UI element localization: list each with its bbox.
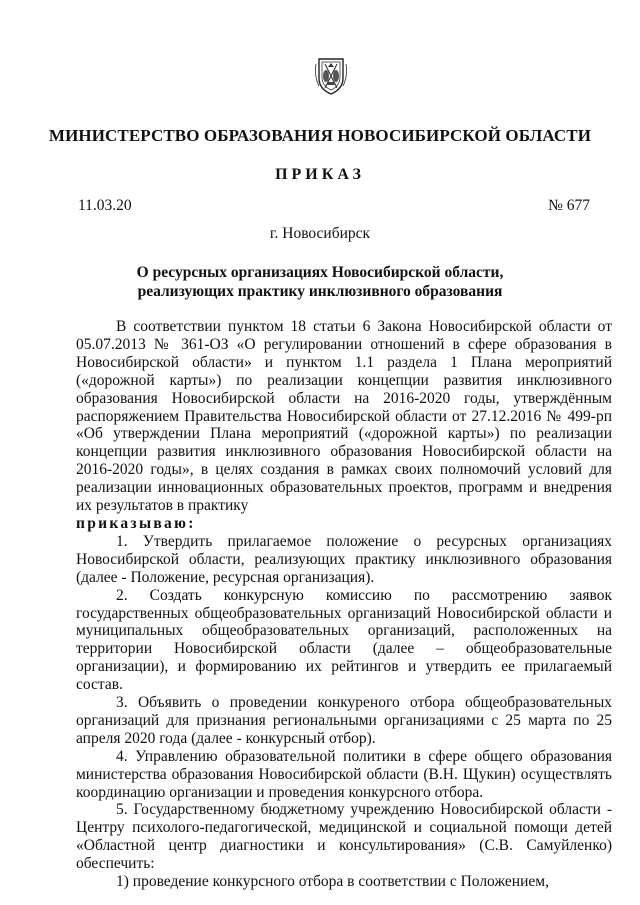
list-item: 5. Государственному бюджетному учреждению Новосибирской области - Центру психолого-педагогической, медицинской и социальной помощи детей «Областной центр диагностики и консультирования» (С.В. Самуйленко) обеспечить: [76, 801, 612, 873]
order-number: № 677 [548, 197, 590, 214]
order-date: 11.03.20 [78, 197, 132, 214]
order-word-paragraph [76, 515, 612, 533]
list-item: 4. Управлению образовательной политики в сфере общего образования министерства образования Новосибирской области (В.Н. Щукин) осуществлять координацию организации и проведения конкурсного отбора. [76, 747, 612, 801]
city-name: г. Новосибирск [269, 225, 371, 242]
intro-text: В соответствии пунктом 18 статьи 6 Закона Новосибирской области от 05.07.2013 № 361-ОЗ «О регулировании отношений в сфере образования в Новосибирской области» и пунктом 1.1 раздела 1 Плана мероприятий («дорожной карты») по реализации концепции развития инклюзивного образования Новосибирской области на 2016-2020 годы, утверждённым распоряжением Правительства Новосибирской области от 27.12.2016 № 499-рп «Об утверждении Плана мероприятий («дорожной карты») по реализации концепции развития инклюзивного образования Новосибирской области на 2016-2020 годы», в целях создания в рамках своих полномочий условий для реализации инновационных образовательных проектов, программ и внедрения их результатов в практику [76, 318, 612, 515]
intro-paragraph [76, 318, 612, 515]
order-body [76, 318, 612, 891]
subject-line-2: реализующих практику инклюзивного образования [137, 283, 503, 300]
novosibirsk-coat-of-arms-icon [314, 56, 348, 96]
ministry-title: МИНИСТЕРСТВО ОБРАЗОВАНИЯ НОВОСИБИРСКОЙ ОБЛАСТИ [48, 126, 592, 145]
order-subject [0, 263, 640, 301]
subject-line-1: О ресурсных организациях Новосибирской области, [136, 264, 504, 281]
list-item: 1) проведение конкурсного отбора в соответствии с Положением, [116, 873, 549, 891]
order-title: ПРИКАЗ [275, 166, 365, 183]
list-item: 1. Утвердить прилагаемое положение о ресурсных организациях Новосибирской области, реализующих практику инклюзивного образования (далее - Положение, ресурсная организация). [76, 532, 612, 586]
order-word: приказываю: [76, 514, 196, 532]
list-item: 3. Объявить о проведении конкуреного отбора общеобразовательных организаций для признания региональными организациями с 25 марта по 25 апреля 2020 года (далее - конкурсный отбор). [76, 694, 612, 747]
list-item: 2. Создать конкурсную комиссию по рассмотрению заявок государственных общеобразовательных организаций Новосибирской области и муниципальных общеобразовательных организаций, расположенных на территории Новосибирской области (далее – общеобразовательные организации), и формированию их рейтингов и утвердить ее прилагаемый состав. [76, 586, 612, 694]
